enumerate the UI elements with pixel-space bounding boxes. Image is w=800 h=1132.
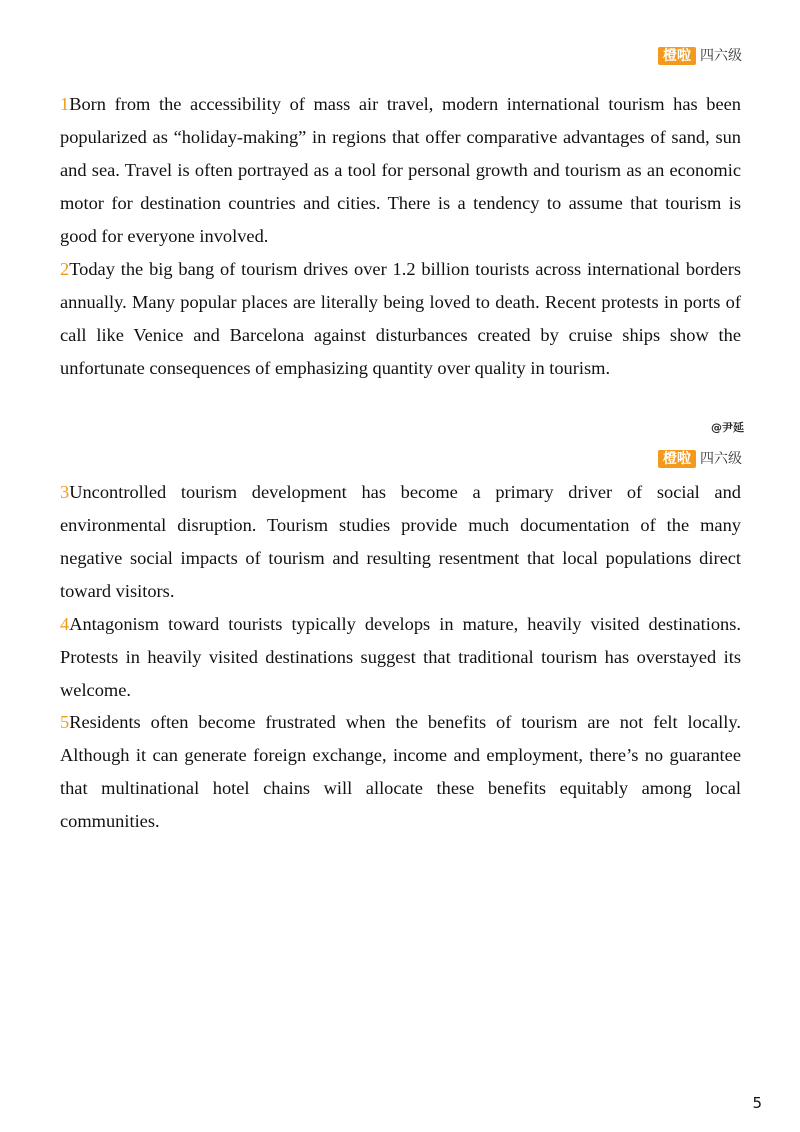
brand-logo-mid (658, 449, 742, 469)
paragraph-1 (60, 88, 741, 253)
page-number: 5 (752, 1094, 762, 1112)
paragraph-number: 4 (60, 614, 70, 634)
paragraph-2 (60, 253, 741, 385)
paragraph-5 (60, 706, 741, 838)
paragraph-3 (60, 476, 741, 608)
brand-name: 四六级 (700, 48, 742, 64)
brand-tag: 橙啦 (658, 450, 696, 468)
paragraph-number: 5 (60, 712, 70, 732)
paragraph-number: 3 (60, 482, 70, 502)
paragraph-text: Today the big bang of tourism drives over 1.2 billion tourists across international borders annually. Many popular places are literally being loved to death. Recent protests in ports of call like Venice and Barcelona against disturbances created by cruise ships show the unfortunate consequences of emphasizing quantity over quality in tourism. (60, 259, 741, 378)
paragraph-text: Residents often become frustrated when the benefits of tourism are not felt locally. Although it can generate foreign exchange, income and employment, there’s no guarantee that multinational hotel chains will allocate these benefits equitably among local communities. (60, 712, 741, 831)
author-watermark: @尹延 (711, 421, 744, 434)
paragraph-text: Born from the accessibility of mass air travel, modern international tourism has been popularized as “holiday-making” in regions that offer comparative advantages of sand, sun and sea. Travel is often portrayed as a tool for personal growth and tourism as an economic motor for destination countries and cities. There is a tendency to assume that tourism is good for everyone involved. (60, 94, 741, 246)
paragraph-text: Antagonism toward tourists typically develops in mature, heavily visited destinations. Protests in heavily visited destinations suggest that traditional tourism has overstayed its welcome. (60, 614, 741, 700)
brand-logo-top (658, 46, 742, 66)
paragraph-number: 1 (60, 94, 70, 114)
paragraph-4 (60, 608, 741, 707)
brand-name: 四六级 (700, 451, 742, 467)
brand-tag: 橙啦 (658, 47, 696, 65)
paragraph-text: Uncontrolled tourism development has become a primary driver of social and environmental disruption. Tourism studies provide much documentation of the many negative social impacts of tourism and resulting resentment that local populations direct toward visitors. (60, 482, 741, 601)
paragraph-number: 2 (60, 259, 70, 279)
